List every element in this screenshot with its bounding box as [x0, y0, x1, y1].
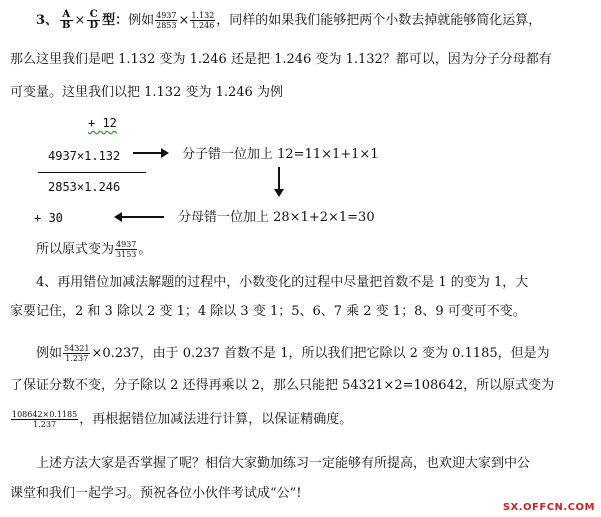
p4-line4: 了保证分数不变，分子除以 2 还得再乘以 2，那么只能把 54321×2=108642，所以原式变为: [10, 378, 555, 393]
closing-line1: 上述方法大家是否掌握了呢？相信大家勤加练习一定能够有所提高，也欢迎大家到中公: [36, 456, 531, 471]
plus-30: + 30: [34, 211, 63, 225]
result-line: 所以原式变为 $\frac{4937}{3153}$ 。: [36, 240, 152, 259]
fraction-bar: [38, 172, 146, 173]
note-numerator: 分子错一位加上 12=11×1+1×1: [182, 147, 379, 162]
result-fraction: $\frac{4937}{3153}$: [116, 240, 137, 259]
watermark: SX.OFFCN.COM: [502, 502, 595, 513]
denominator-expression: 2853×1.246: [48, 180, 121, 194]
arrow-left-icon: [120, 216, 164, 218]
p3-line2: 那么这里我们是吧 1.132 变为 1.246 还是把 1.246 变为 1.132？都可以，因为分子分母都有: [10, 52, 552, 67]
note-denominator: 分母错一位加上 28×1+2×1=30: [178, 210, 375, 225]
p4-line5: $\frac{108642\times 0.1185}{1.237}$ ，再根据错位加减法进行计算，以保证精确度。: [12, 410, 353, 429]
p3-line1: 3、 $\frac{A}{B}$ × $\frac{C}{D}$ 型：例如 $\frac{4937}{2853}$ × $\frac{1.132}{1.246}$ ，同样的如果我们能够把两个小数去掉就能够简化运算，: [36, 9, 542, 31]
example-fraction-1: $\frac{4937}{2853}$: [156, 11, 177, 30]
p4-line2: 家要记住，2 和 3 除以 2 变 1；4 除以 3 变 1；5、6、7 乘 2 变 1；8、9 可变可不变。: [10, 304, 526, 319]
plus-12: + 12: [88, 116, 117, 130]
example-fraction-4: $\frac{108642\times 0.1185}{1.237}$: [12, 410, 78, 429]
numerator-expression: 4937×1.132: [48, 149, 121, 163]
p4-line1: 4、再用错位加减法解题的过程中，小数变化的过程中尽量把首数不是 1 的变为 1，大: [36, 275, 529, 290]
type-fraction-ab: $\frac{A}{B}$: [62, 9, 71, 31]
type-fraction-cd: $\frac{C}{D}$: [89, 9, 99, 31]
example-fraction-3: $\frac{54321}{1.237}$: [64, 344, 90, 363]
example-fraction-2: $\frac{1.132}{1.246}$: [191, 11, 215, 30]
closing-line2: 课堂和我们一起学习。预祝各位小伙伴考试成“公”!: [10, 486, 302, 501]
p4-line3: 例如 $\frac{54321}{1.237}$ ×0.237，由于 0.237 首数不是 1，所以我们把它除以 2 变为 0.1185，但是为: [36, 344, 550, 363]
arrow-right-icon: [133, 152, 167, 154]
arrow-down-icon: [278, 167, 280, 191]
p3-line3: 可变量。这里我们以把 1.132 变为 1.246 为例: [10, 85, 283, 100]
section-number: 3、: [36, 13, 59, 28]
